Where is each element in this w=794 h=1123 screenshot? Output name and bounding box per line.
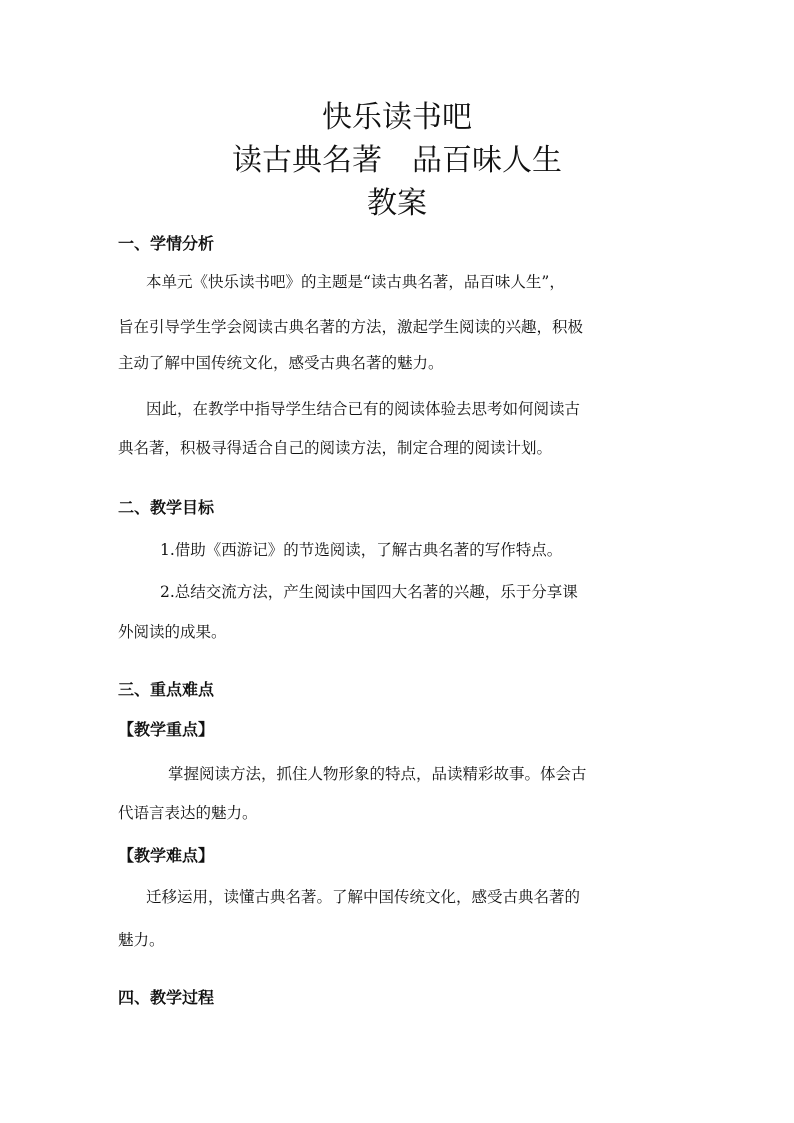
difficulty-label: 【教学难点】	[118, 846, 215, 865]
objective-item-2-line-2: 外阅读的成果。	[118, 623, 227, 641]
analysis-paragraph-1-line-1: 本单元《快乐读书吧》的主题是“读古典名著，品百味人生”，	[146, 273, 565, 291]
focus-label: 【教学重点】	[118, 720, 215, 739]
title-line-2: 读古典名著 品百味人生	[232, 143, 562, 178]
objective-item-2-line-1: 2.总结交流方法，产生阅读中国四大名著的兴趣，乐于分享课	[160, 583, 578, 601]
section-heading-objectives: 二、教学目标	[118, 498, 215, 517]
analysis-paragraph-1-line-3: 主动了解中国传统文化，感受古典名著的魅力。	[118, 354, 444, 372]
title-line-1: 快乐读书吧	[322, 100, 472, 135]
difficulty-line-2: 魅力。	[118, 931, 165, 949]
focus-line-2: 代语言表达的魅力。	[118, 804, 258, 822]
objective-item-1: 1.借助《西游记》的节选阅读，了解古典名著的写作特点。	[160, 541, 563, 559]
focus-line-1: 掌握阅读方法，抓住人物形象的特点，品读精彩故事。体会古	[168, 765, 587, 783]
analysis-paragraph-2-line-2: 典名著，积极寻得适合自己的阅读方法，制定合理的阅读计划。	[118, 439, 553, 457]
analysis-paragraph-2-line-1: 因此，在教学中指导学生结合已有的阅读体验去思考如何阅读古	[146, 400, 581, 418]
difficulty-line-1: 迁移运用，读懂古典名著。了解中国传统文化，感受古典名著的	[146, 888, 581, 906]
section-heading-analysis: 一、学情分析	[118, 234, 215, 253]
analysis-paragraph-1-line-2: 旨在引导学生学会阅读古典名著的方法，激起学生阅读的兴趣，积极	[118, 318, 584, 336]
section-heading-process: 四、教学过程	[118, 988, 215, 1007]
section-heading-key-points: 三、重点难点	[118, 680, 215, 699]
title-line-3: 教案	[367, 186, 427, 221]
